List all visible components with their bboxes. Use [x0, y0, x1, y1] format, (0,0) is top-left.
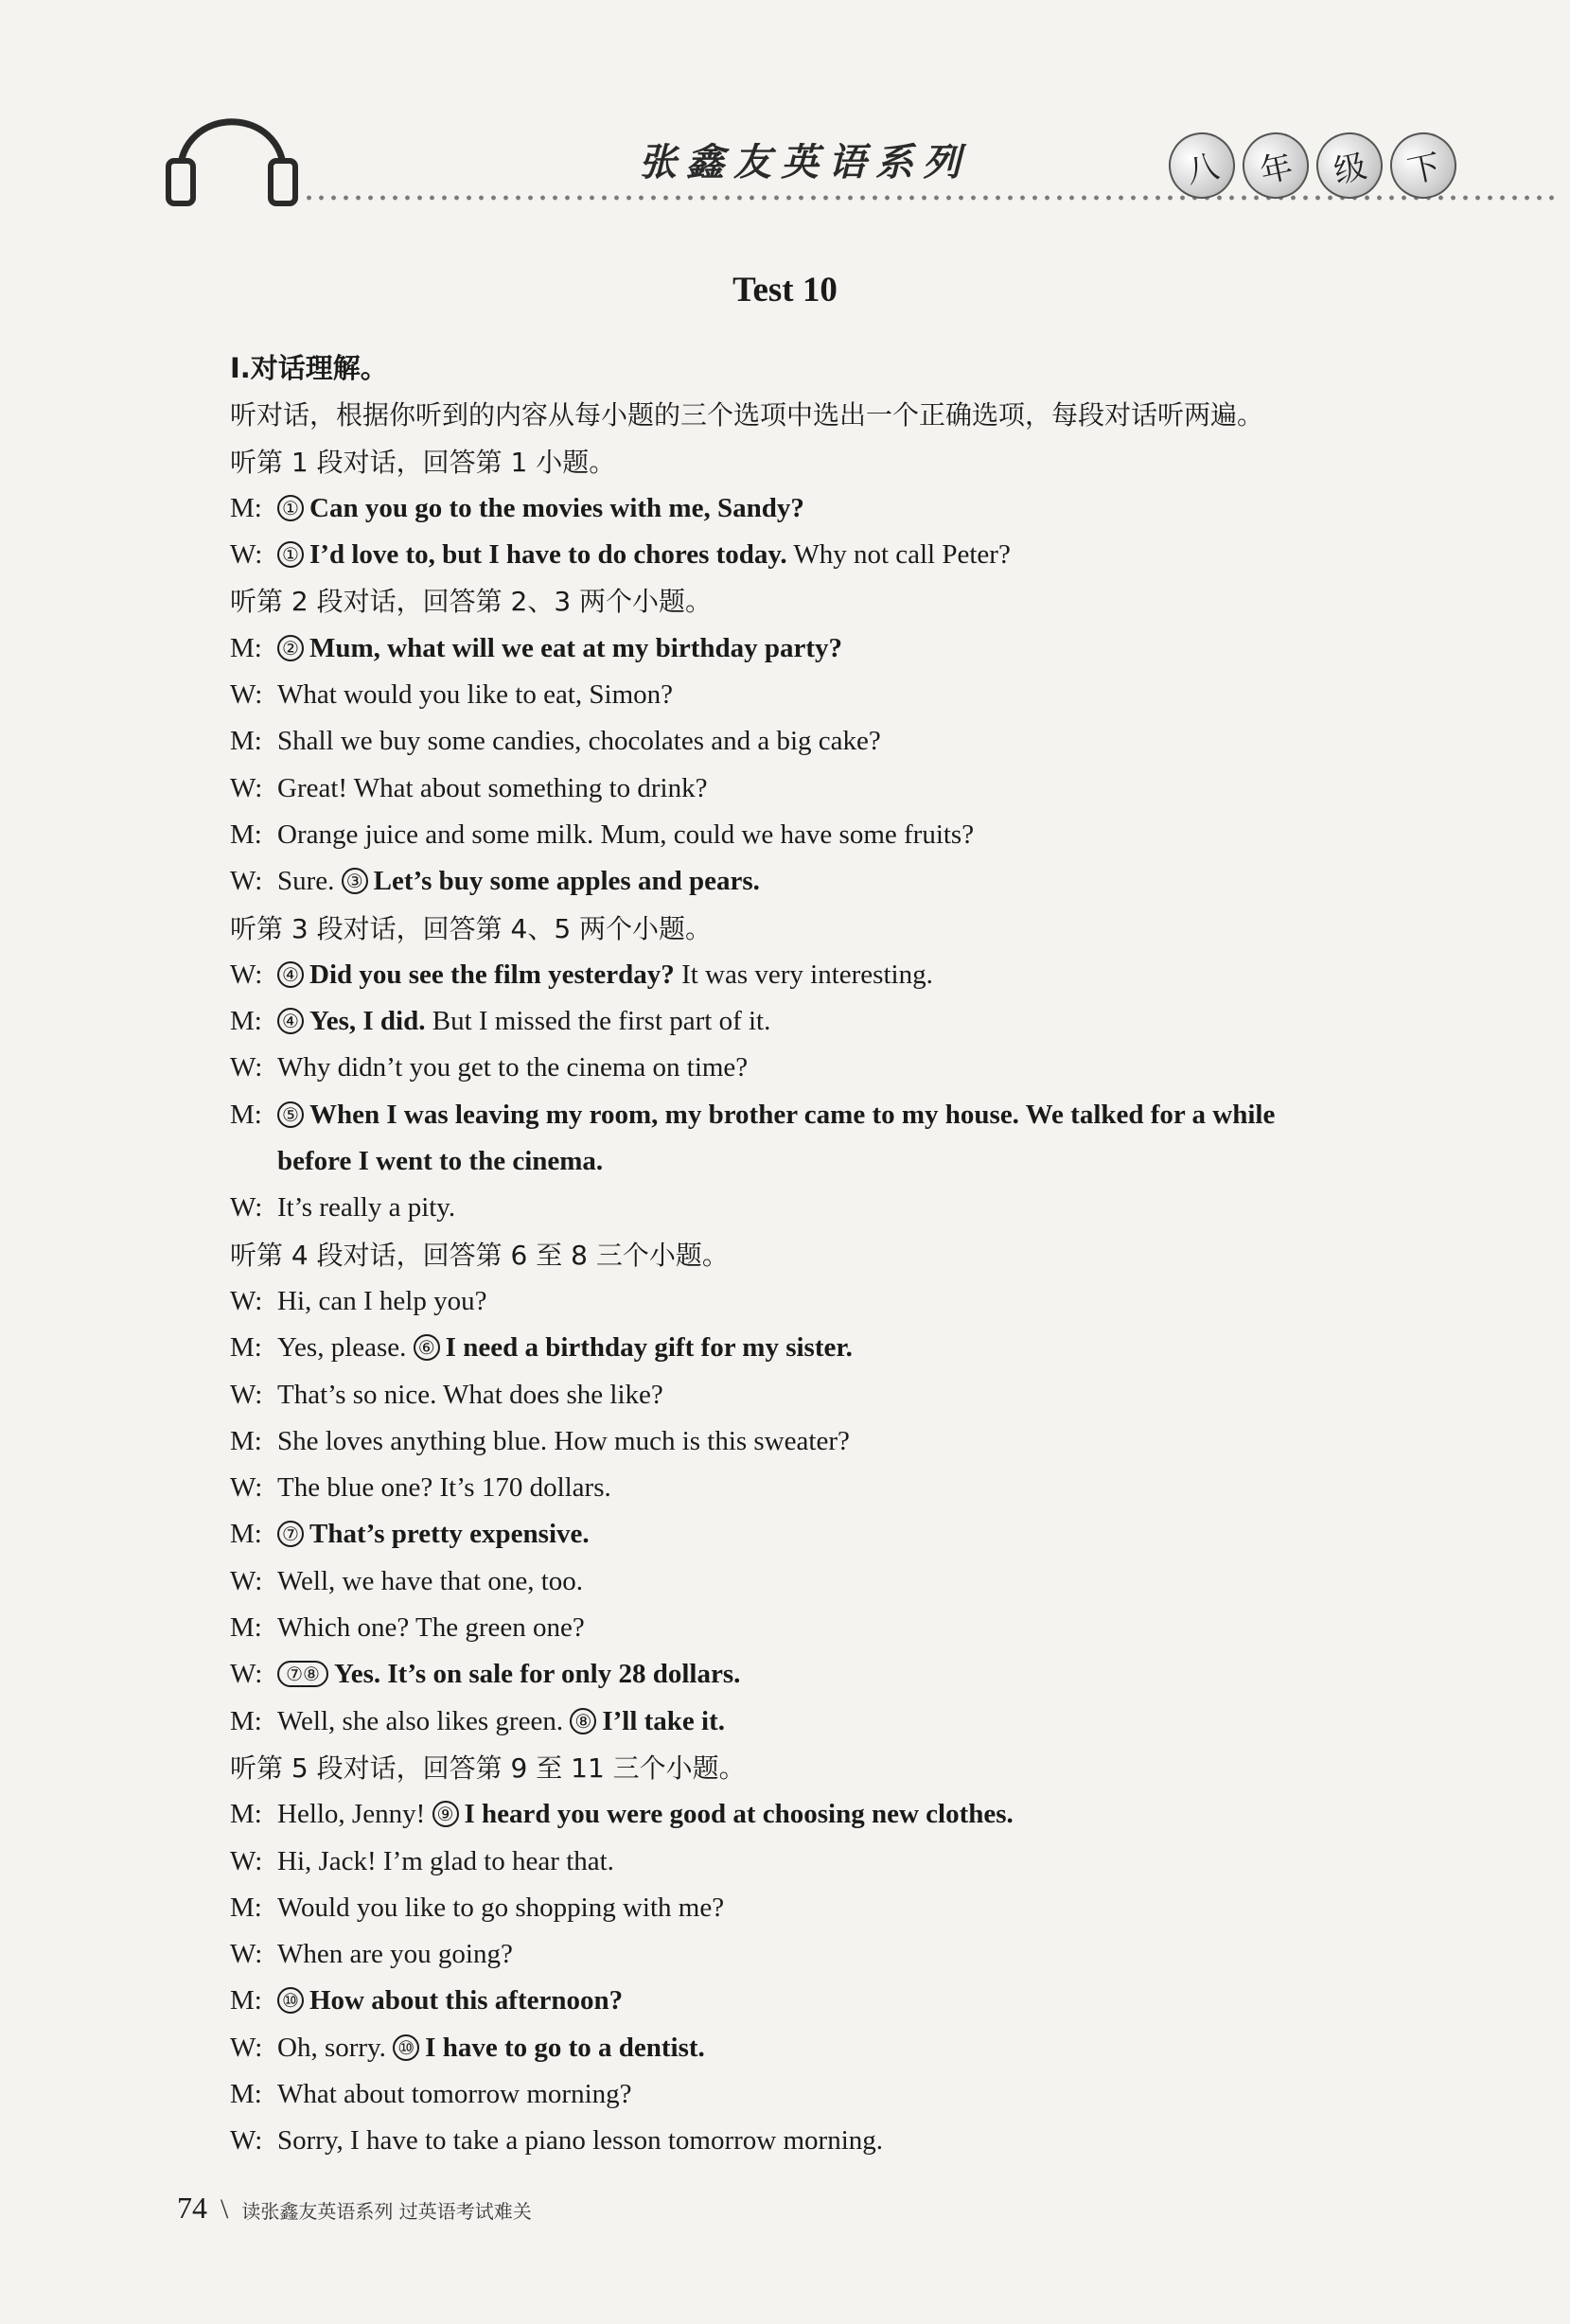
key-sentence: Yes. It’s on sale for only 28 dollars. [334, 1659, 741, 1690]
speaker-label: W: [230, 959, 263, 990]
headphones-icon [161, 85, 303, 208]
dialogue-line [230, 1839, 1489, 1885]
speaker-label: M: [230, 1425, 262, 1456]
dialogue-line [230, 952, 1489, 998]
dialogue-line [230, 998, 1489, 1045]
question-marker: ⑦ [277, 1521, 304, 1547]
footer-separator: \ [221, 2193, 229, 2225]
dialogue-line [230, 1978, 1489, 2024]
dialogue-line [230, 812, 1489, 858]
question-marker: ④ [277, 1008, 304, 1034]
key-sentence: I have to go to a dentist. [425, 2032, 705, 2063]
segment-instruction: 听第 2 段对话，回答第 2、3 两个小题。 [230, 586, 713, 618]
dialogue-text: Hello, Jenny! [277, 1799, 432, 1830]
dialogue-text: Sure. [277, 866, 342, 897]
footer-slogan: 读张鑫友英语系列 过英语考试难关 [241, 2200, 532, 2223]
dialogue-line [230, 2118, 1489, 2164]
question-marker: ⑩ [393, 2034, 419, 2061]
key-sentence: before I went to the cinema. [277, 1146, 604, 1177]
dialogue-line [230, 1418, 1489, 1465]
dialogue-text: Which one? The green one? [277, 1612, 585, 1644]
question-marker: ⑨ [432, 1801, 459, 1827]
dialogue-line [230, 766, 1489, 812]
dialogue-line [230, 1092, 1489, 1138]
dialogue-line [230, 485, 1489, 532]
speaker-label: W: [230, 1379, 263, 1410]
dialogue-text: Orange juice and some milk. Mum, could we have some fruits? [277, 819, 975, 850]
speaker-label: M: [230, 726, 262, 757]
dialogue-line [230, 2071, 1489, 2118]
speaker-label: W: [230, 866, 263, 897]
dialogue-line [230, 1511, 1489, 1558]
dialogue-line [230, 625, 1489, 672]
dialogue-text: It’s really a pity. [277, 1192, 456, 1224]
dialogue-text: But I missed the first part of it. [425, 1006, 771, 1037]
speaker-label: M: [230, 819, 262, 850]
dialogue-line [230, 858, 1489, 905]
speaker-label: M: [230, 1892, 262, 1923]
dialogue-line [230, 1791, 1489, 1838]
test-title: Test 10 [732, 271, 838, 309]
speaker-label: M: [230, 492, 262, 523]
speaker-label: W: [230, 1472, 263, 1504]
key-sentence: I need a birthday gift for my sister. [445, 1332, 853, 1364]
key-sentence: How about this afternoon? [309, 1985, 624, 2016]
speaker-label: M: [230, 1612, 262, 1644]
dialogue-text: Hi, Jack! I’m glad to hear that. [277, 1845, 614, 1876]
speaker-label: W: [230, 1939, 263, 1970]
dialogue-line [230, 1045, 1489, 1091]
dialogue-text: Would you like to go shopping with me? [277, 1892, 725, 1923]
dialogue-line [230, 1325, 1489, 1371]
question-marker: ② [277, 635, 304, 661]
speaker-label: W: [230, 1845, 263, 1876]
segment-instruction: 听第 5 段对话，回答第 9 至 11 三个小题。 [230, 1752, 746, 1784]
key-sentence: Mum, what will we eat at my birthday party? [309, 632, 843, 663]
speaker-label: W: [230, 1659, 263, 1690]
speaker-label: M: [230, 1099, 262, 1130]
speaker-label: M: [230, 2078, 262, 2109]
question-marker: ⑧ [570, 1708, 596, 1734]
speaker-label: W: [230, 2032, 263, 2063]
speaker-label: W: [230, 679, 263, 711]
dialogue-line [230, 1465, 1489, 1511]
grade-badge: 八 [1162, 126, 1241, 204]
dialogue-line [230, 1885, 1489, 1931]
grade-badge: 年 [1236, 126, 1314, 204]
dialogue-text: Why didn’t you get to the cinema on time? [277, 1052, 749, 1083]
dialogue-text: Great! What about something to drink? [277, 772, 708, 803]
key-sentence: Yes, I did. [309, 1006, 426, 1037]
speaker-label: W: [230, 1285, 263, 1316]
key-sentence: Did you see the film yesterday? [309, 959, 675, 990]
dialogue-text: Sorry, I have to take a piano lesson tomorrow morning. [277, 2125, 884, 2157]
dialogue-text: It was very interesting. [674, 959, 933, 990]
speaker-label: W: [230, 772, 263, 803]
question-marker: ⑥ [414, 1334, 440, 1361]
dialogue-text: Shall we buy some candies, chocolates and a big cake? [277, 726, 881, 757]
speaker-label: M: [230, 1519, 262, 1550]
segment-instruction: 听第 3 段对话，回答第 4、5 两个小题。 [230, 912, 713, 944]
dialogue-line [230, 1558, 1489, 1605]
dialogue-text: Well, we have that one, too. [277, 1565, 584, 1596]
page-footer [177, 2191, 532, 2226]
instruction: 听对话，根据你听到的内容从每小题的三个选项中选出一个正确选项，每段对话听两遍。 [230, 399, 1264, 431]
dialogue-line [230, 2025, 1489, 2071]
dialogue-continuation [230, 1138, 1489, 1185]
question-marker: ⑩ [277, 1987, 304, 2014]
dialogue-text: Yes, please. [277, 1332, 414, 1364]
dialogue-line [230, 1699, 1489, 1745]
question-marker: ① [277, 541, 304, 568]
question-marker: ③ [342, 868, 368, 894]
dialogue-text: What about tomorrow morning? [277, 2078, 632, 2109]
question-marker: ⑤ [277, 1101, 304, 1128]
dialogue-line [230, 1278, 1489, 1325]
dialogue-line [230, 1372, 1489, 1418]
grade-badges [1169, 132, 1456, 199]
key-sentence: Let’s buy some apples and pears. [373, 866, 760, 897]
question-marker: ① [277, 495, 304, 521]
dialogue-text: When are you going? [277, 1939, 513, 1970]
grade-badge: 级 [1310, 126, 1388, 204]
dialogue-line [230, 1651, 1489, 1698]
dialogue-text: She loves anything blue. How much is this sweater? [277, 1425, 850, 1456]
speaker-label: W: [230, 1565, 263, 1596]
dialogue-text: Oh, sorry. [277, 2032, 394, 2063]
key-sentence: I heard you were good at choosing new clothes. [464, 1799, 1014, 1830]
page-header [0, 0, 1570, 218]
speaker-label: M: [230, 1006, 262, 1037]
dialogue-lines [230, 439, 1489, 2165]
segment-instruction: 听第 1 段对话，回答第 1 小题。 [230, 446, 616, 478]
series-title: 张鑫友英语系列 [639, 141, 970, 185]
dialogue-line [230, 672, 1489, 718]
speaker-label: M: [230, 1705, 262, 1736]
speaker-label: W: [230, 1192, 263, 1224]
dialogue-line [230, 532, 1489, 578]
key-sentence: I’ll take it. [602, 1705, 726, 1736]
speaker-label: W: [230, 1052, 263, 1083]
key-sentence: I’d love to, but I have to do chores today. [309, 539, 787, 571]
speaker-label: W: [230, 2125, 263, 2157]
listening-transcript [230, 345, 1489, 2165]
dialogue-text: The blue one? It’s 170 dollars. [277, 1472, 611, 1504]
section-heading: Ⅰ.对话理解。 [230, 352, 388, 384]
dialogue-line [230, 1185, 1489, 1231]
dialogue-text: Well, she also likes green. [277, 1705, 571, 1736]
speaker-label: M: [230, 1799, 262, 1830]
key-sentence: Can you go to the movies with me, Sandy? [309, 492, 804, 523]
dialogue-text: Hi, can I help you? [277, 1285, 487, 1316]
dialogue-text: What would you like to eat, Simon? [277, 679, 674, 711]
question-marker: ⑦⑧ [277, 1661, 328, 1687]
key-sentence: When I was leaving my room, my brother came to my house. We talked for a while [309, 1099, 1276, 1130]
question-marker: ④ [277, 961, 304, 988]
segment-instruction: 听第 4 段对话，回答第 6 至 8 三个小题。 [230, 1239, 729, 1271]
dialogue-line [230, 718, 1489, 765]
speaker-label: W: [230, 539, 263, 571]
page-number: 74 [177, 2191, 207, 2225]
dialogue-text: Why not call Peter? [786, 539, 1011, 571]
grade-badge: 下 [1384, 126, 1462, 204]
speaker-label: M: [230, 632, 262, 663]
dialogue-text: That’s so nice. What does she like? [277, 1379, 663, 1410]
speaker-label: M: [230, 1985, 262, 2016]
dialogue-line [230, 1931, 1489, 1978]
dialogue-line [230, 1605, 1489, 1651]
speaker-label: M: [230, 1332, 262, 1364]
key-sentence: That’s pretty expensive. [309, 1519, 590, 1550]
